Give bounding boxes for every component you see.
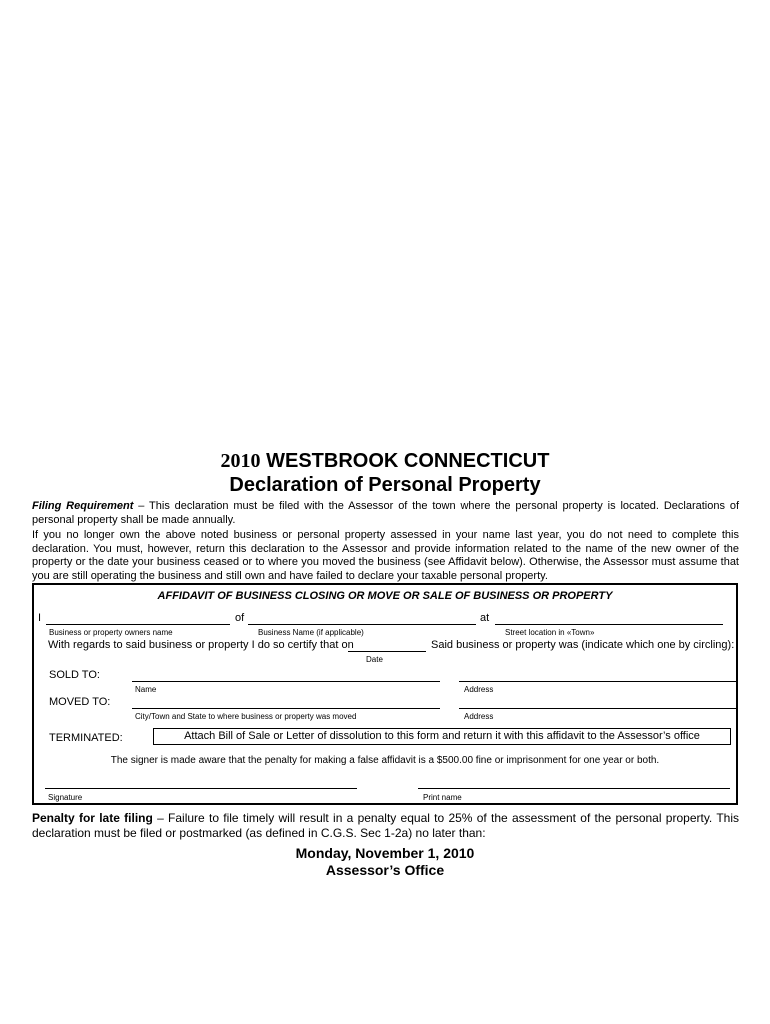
street-location-field[interactable]	[495, 624, 723, 625]
sold-to-address-field[interactable]	[459, 681, 738, 682]
sold-to-label: SOLD TO:	[49, 669, 100, 681]
moved-to-city-field[interactable]	[132, 708, 440, 709]
deadline-date: Monday, November 1, 2010	[295, 845, 475, 861]
late-filing-paragraph	[32, 811, 739, 840]
filing-requirement-paragraph	[32, 500, 739, 527]
moved-to-address-field[interactable]	[459, 708, 738, 709]
street-location-caption: Street location in «Town»	[505, 628, 595, 637]
form-town: WESTBROOK CONNECTICUT	[266, 450, 550, 472]
date-caption: Date	[366, 655, 383, 664]
sold-to-name-caption: Name	[135, 685, 157, 694]
form-title	[0, 450, 770, 473]
no-longer-own-paragraph: If you no longer own the above noted business or personal property assessed in your name last year, you do not need to complete this declaration. You must, however, return this declaration to the Assessor and provide information related to the name of the new owner of the property or the date your business ceased or to where you moved the business (see Affidavit below). Otherwise, the Assessor must assume that you are still operating the business and still own and have failed to declare your taxable personal property.	[32, 529, 739, 582]
terminated-instructions-box: Attach Bill of Sale or Letter of dissolution to this form and return it with this affidavit to the Assessor’s office	[153, 728, 731, 745]
signature-field[interactable]	[45, 788, 357, 789]
terminated-label: TERMINATED:	[49, 732, 123, 744]
moved-to-address-caption: Address	[464, 712, 494, 721]
moved-to-city-caption: City/Town and State to where business or property was moved	[135, 712, 357, 721]
print-name-caption: Print name	[423, 793, 462, 802]
filing-requirement-label: Filing Requirement	[32, 500, 134, 512]
form-year: 2010	[220, 450, 261, 472]
false-affidavit-warning: The signer is made aware that the penalty for making a false affidavit is a $500.00 fine or imprisonment for one year or both.	[110, 755, 660, 766]
signature-caption: Signature	[48, 793, 83, 802]
at-label: at	[480, 612, 490, 624]
filing-requirement-text: – This declaration must be filed with the Assessor of the town where the personal property is located. Declarations of personal property shall be made annually.	[32, 500, 739, 526]
of-label: of	[235, 612, 245, 624]
print-name-field[interactable]	[418, 788, 730, 789]
form-subtitle: Declaration of Personal Property	[229, 474, 541, 496]
owner-name-field[interactable]	[46, 624, 230, 625]
late-filing-text: – Failure to file timely will result in a penalty equal to 25% of the assessment of the personal property. This declaration must be filed or postmarked (as defined in C.G.S. Sec 1-2a) no later than:	[32, 811, 739, 840]
certify-text: With regards to said business or property I do so certify that on	[48, 639, 354, 651]
business-name-caption: Business Name (if applicable)	[258, 628, 364, 637]
said-business-text: Said business or property was (indicate which one by circling):	[431, 639, 735, 651]
business-name-field[interactable]	[248, 624, 476, 625]
late-filing-label: Penalty for late filing	[32, 811, 153, 825]
i-label: I	[38, 612, 42, 624]
sold-to-name-field[interactable]	[132, 681, 440, 682]
affidavit-title: AFFIDAVIT OF BUSINESS CLOSING OR MOVE OR SALE OF BUSINESS OR PROPERTY	[157, 590, 613, 602]
sold-to-address-caption: Address	[464, 685, 494, 694]
owner-name-caption: Business or property owners name	[49, 628, 173, 637]
date-field[interactable]	[348, 651, 426, 652]
affidavit-box	[32, 583, 738, 805]
assessor-office: Assessor’s Office	[325, 862, 445, 878]
moved-to-label: MOVED TO:	[49, 696, 111, 708]
